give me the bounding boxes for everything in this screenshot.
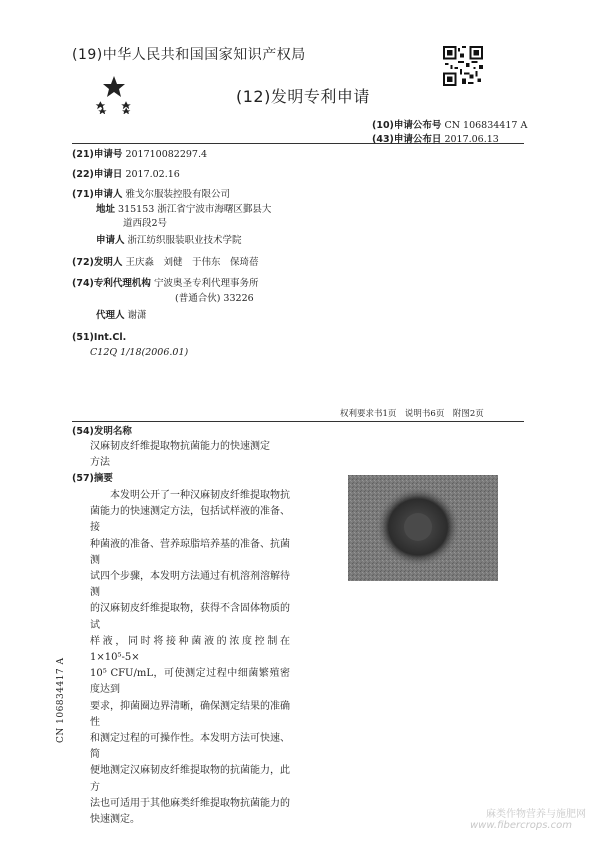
abstract-line: 和测定过程的可操作性。本发明方法可快速、简 <box>90 733 290 761</box>
ipc-value <box>90 346 188 360</box>
ipc-label: (51)Int.Cl. <box>72 332 127 343</box>
inventors-value: 王庆淼 刘健 于伟东 保琦蓓 <box>125 257 259 268</box>
side-publication-number: CN 106834417 A <box>56 657 66 743</box>
invention-title-label-text: (54)发明名称 <box>72 426 132 437</box>
abstract-label <box>72 472 113 486</box>
address-line-2 <box>123 217 167 231</box>
section-divider <box>72 421 524 422</box>
abstract-line: 要求，抑菌圈边界清晰，确保测定结果的准确性 <box>90 700 290 728</box>
publication-date-value: 2017.06.13 <box>444 134 499 145</box>
invention-title-line-2: 方法 <box>90 457 110 468</box>
patent-agency-label: (74)专利代理机构 <box>72 278 151 289</box>
watermark-title: 麻类作物营养与施肥网 <box>486 809 586 820</box>
header-divider <box>72 143 524 144</box>
address-line-2-text: 道西段2号 <box>123 218 168 229</box>
patent-agency <box>72 277 258 291</box>
applicant-2-value: 浙江纺织服装职业技术学院 <box>127 235 242 246</box>
patent-agency-line-1: 宁波奥圣专利代理事务所 <box>153 278 259 289</box>
abstract-line: 法也可适用于其他麻类纤维提取物抗菌能力的 <box>90 797 290 809</box>
applicant-label: (71)申请人 <box>72 189 123 200</box>
inventors <box>72 256 258 270</box>
abstract-line: 便地测定汉麻韧皮纤维提取物的抗菌能力，此方 <box>90 765 290 793</box>
publication-number <box>372 117 527 131</box>
abstract-line: 种菌液的准备、营养琼脂培养基的准备、抗菌测 <box>90 538 290 566</box>
publication-number-label: (10)申请公布号 <box>372 120 442 131</box>
abstract-line: 样液，同时将接种菌液的浓度控制在1×10⁵-5× <box>90 635 290 664</box>
agent <box>96 309 147 323</box>
qr-code-icon <box>443 46 483 86</box>
ipc-classification <box>72 331 126 345</box>
address-label: 地址 <box>96 204 116 215</box>
abstract-label-text: (57)摘要 <box>72 473 113 484</box>
watermark-url: www.fibercrops.com <box>470 820 572 831</box>
abstract-line: 菌能力的快速测定方法，包括试样液的准备、接 <box>90 506 290 534</box>
publication-number-value: CN 106834417 A <box>444 120 528 131</box>
pages-info: 权利要求书1页 说明书6页 附图2页 <box>340 409 484 419</box>
invention-title-line-1: 汉麻韧皮纤维提取物抗菌能力的快速测定 <box>90 441 270 452</box>
agent-label: 代理人 <box>96 310 125 321</box>
applicant <box>72 188 230 202</box>
office-name: (19)中华人民共和国国家知识产权局 <box>72 47 306 63</box>
sipo-logo-icon <box>94 74 134 114</box>
abstract-line: 本发明公开了一种汉麻韧皮纤维提取物抗 <box>90 490 290 501</box>
invention-title-label <box>72 425 132 439</box>
abstract-body <box>90 488 290 828</box>
publication-date-label: (43)申请公布日 <box>372 134 442 145</box>
abstract-line: 试四个步骤，本发明方法通过有机溶剂溶解待测 <box>90 571 290 599</box>
application-number <box>72 148 207 162</box>
agent-value: 谢潇 <box>127 310 147 321</box>
inhibition-zone-photo <box>348 475 498 581</box>
application-number-label: (21)申请号 <box>72 149 123 160</box>
abstract-line: 的汉麻韧皮纤维提取物，获得不含固体物质的试 <box>90 603 290 631</box>
application-date <box>72 168 180 182</box>
address <box>96 203 271 217</box>
applicant-2 <box>96 234 242 248</box>
inventors-label: (72)发明人 <box>72 257 123 268</box>
patent-agency-line-2-text: (普通合伙) 33226 <box>175 293 254 304</box>
abstract-line: 10⁵ CFU/mL，可使测定过程中细菌繁殖密度达到 <box>90 668 290 696</box>
application-number-value: 201710082297.4 <box>125 149 208 160</box>
document-type-title: (12)发明专利申请 <box>236 87 370 106</box>
applicant-2-label: 申请人 <box>96 235 125 246</box>
patent-agency-line-2 <box>175 292 254 306</box>
address-line-1: 315153 浙江省宁波市海曙区鄞县大 <box>118 204 272 215</box>
application-date-label: (22)申请日 <box>72 169 123 180</box>
application-date-value: 2017.02.16 <box>125 169 180 180</box>
applicant-value: 雅戈尔服装控股有限公司 <box>125 189 230 200</box>
ipc-value-text: C12Q 1/18(2006.01) <box>90 347 189 358</box>
abstract-line: 快速测定。 <box>90 814 140 826</box>
